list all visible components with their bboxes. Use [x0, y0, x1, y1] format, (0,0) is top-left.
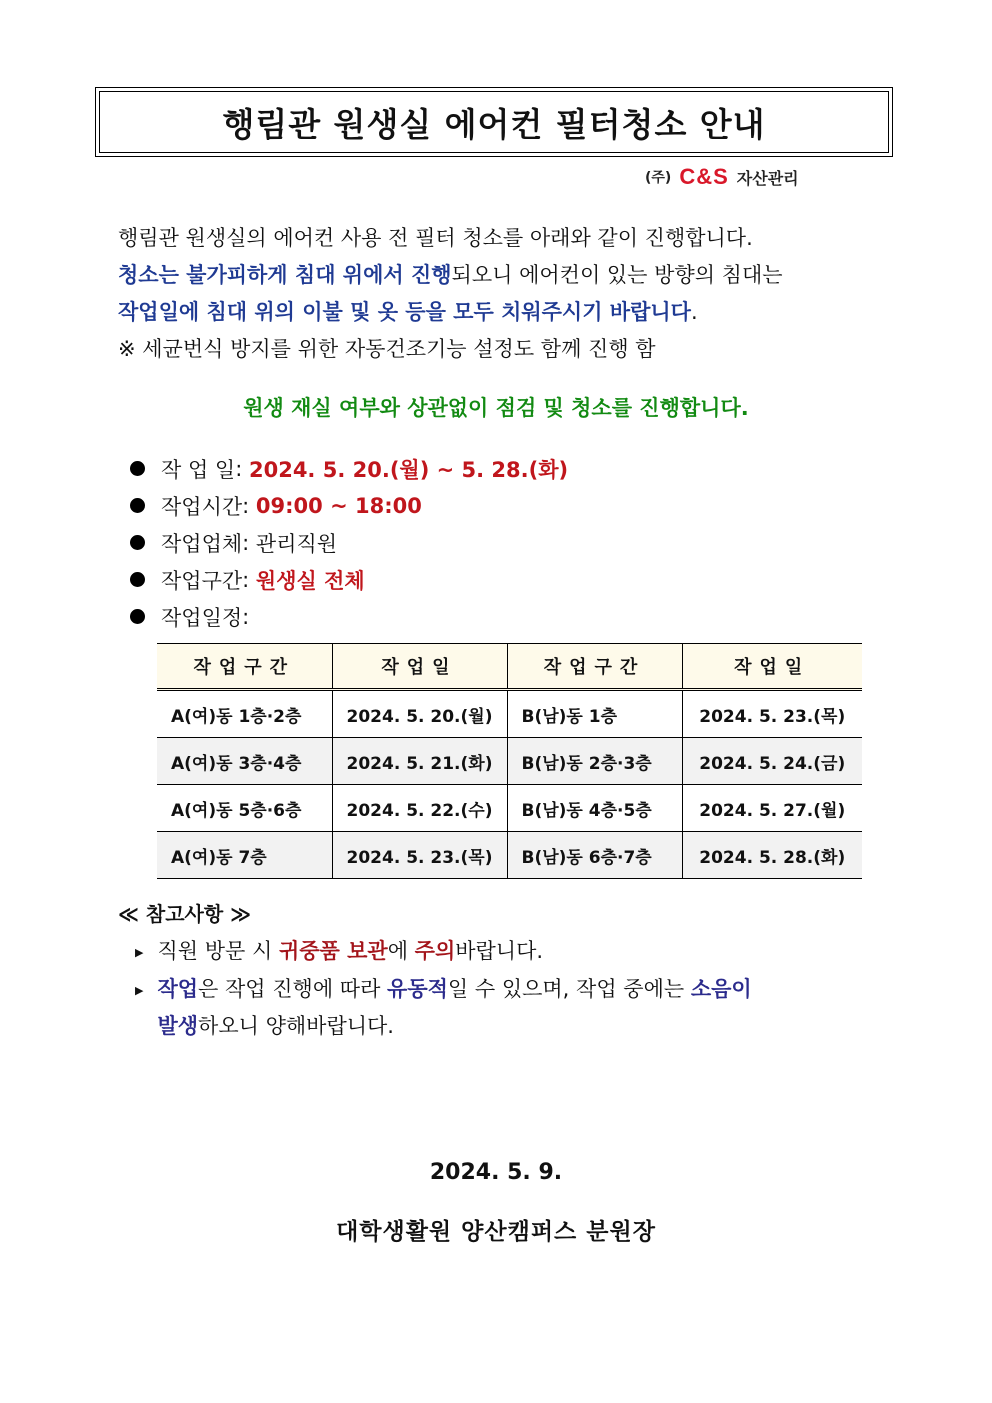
date-cell: 2024. 5. 27.(월) — [682, 785, 862, 832]
logo-prefix: (주) — [645, 170, 672, 186]
date-cell: 2024. 5. 23.(목) — [682, 690, 862, 738]
intro-line-2-emphasis: 청소는 불가피하게 침대 위에서 진행 — [118, 263, 452, 287]
detail-value: 09:00 ~ 18:00 — [255, 493, 422, 518]
detail-work-schedule: 작업일정 : — [130, 598, 568, 635]
bullet-icon — [130, 461, 145, 476]
zone-cell: B(남)동 2층·3층 — [507, 738, 682, 785]
schedule-table — [157, 643, 862, 879]
table-row — [157, 738, 862, 785]
intro-line-4: ※ 세균번식 방지를 위한 자동건조기능 설정도 함께 진행 함 — [118, 337, 656, 361]
title-inner-border — [99, 91, 889, 153]
logo-suffix: 자산관리 — [736, 168, 799, 188]
logo-brand: C&S — [679, 164, 729, 189]
detail-label: 작 업 일 — [161, 457, 236, 482]
date-cell: 2024. 5. 20.(월) — [332, 690, 507, 738]
company-logo — [645, 165, 799, 189]
zone-cell: A(여)동 5층·6층 — [157, 785, 332, 832]
detail-label: 작업일정 — [161, 605, 243, 630]
zone-cell: A(여)동 7층 — [157, 832, 332, 879]
notes-title: ≪ 참고사항 ≫ — [118, 902, 252, 926]
triangle-bullet-icon: ▶ — [135, 946, 144, 959]
details-list — [130, 450, 568, 635]
detail-work-date: 작 업 일 : 2024. 5. 20.(월) ~ 5. 28.(화) — [130, 450, 568, 487]
zone-cell: B(남)동 4층·5층 — [507, 785, 682, 832]
zone-cell: A(여)동 3층·4층 — [157, 738, 332, 785]
header-date-b: 작업일 — [682, 644, 862, 690]
header-zone-b: 작업구간 — [507, 644, 682, 690]
table-row — [157, 785, 862, 832]
date-cell: 2024. 5. 22.(수) — [332, 785, 507, 832]
date-cell: 2024. 5. 23.(목) — [332, 832, 507, 879]
table-row — [157, 690, 862, 738]
intro-line-3 — [118, 294, 878, 331]
zone-cell: A(여)동 1층·2층 — [157, 690, 332, 738]
detail-label: 작업업체 — [161, 531, 243, 556]
highlight-notice: 원생 재실 여부와 상관없이 점검 및 청소를 진행합니다. — [243, 396, 749, 420]
zone-cell: B(남)동 6층·7층 — [507, 832, 682, 879]
detail-value: 2024. 5. 20.(월) ~ 5. 28.(화) — [248, 457, 569, 482]
detail-contractor: 작업업체 : 관리직원 — [130, 524, 568, 561]
detail-label: 작업시간 — [161, 494, 243, 519]
table-row — [157, 832, 862, 879]
date-cell: 2024. 5. 28.(화) — [682, 832, 862, 879]
detail-label: 작업구간 — [161, 568, 243, 593]
intro-line-1: 행림관 원생실의 에어컨 사용 전 필터 청소를 아래와 같이 진행합니다. — [118, 226, 753, 250]
issue-date: 2024. 5. 9. — [429, 1160, 563, 1185]
detail-work-time: 작업시간 : 09:00 ~ 18:00 — [130, 487, 568, 524]
bullet-icon — [130, 609, 145, 624]
intro-line-3-rest: . — [690, 300, 698, 324]
detail-value: 원생실 전체 — [255, 568, 365, 593]
bullet-icon — [130, 572, 145, 587]
triangle-bullet-icon: ▶ — [135, 984, 144, 997]
intro-line-3-emphasis: 작업일에 침대 위의 이불 및 옷 등을 모두 치워주시기 바랍니다 — [118, 300, 691, 324]
bullet-icon — [130, 535, 145, 550]
table-header-row — [157, 644, 862, 690]
intro-line-2 — [118, 257, 878, 294]
bullet-icon — [130, 498, 145, 513]
issuer-org: 대학생활원 양산캠퍼스 분원장 — [336, 1219, 656, 1245]
detail-value: 관리직원 — [255, 531, 338, 556]
date-cell: 2024. 5. 24.(금) — [682, 738, 862, 785]
date-cell: 2024. 5. 21.(화) — [332, 738, 507, 785]
note-1: ▶ 직원 방문 시 귀중품 보관에 주의바랍니다. — [135, 933, 855, 971]
document-title: 행림관 원생실 에어컨 필터청소 안내 — [222, 104, 766, 144]
note-2: ▶ 작업은 작업 진행에 따라 유동적일 수 있으며, 작업 중에는 소음이 발생하오니 양해바랍니다. — [135, 971, 855, 1045]
zone-cell: B(남)동 1층 — [507, 690, 682, 738]
header-date-a: 작업일 — [332, 644, 507, 690]
intro-line-2-rest: 되오니 에어컨이 있는 방향의 침대는 — [451, 263, 783, 287]
title-box — [95, 87, 893, 157]
header-zone-a: 작업구간 — [157, 644, 332, 690]
detail-work-area: 작업구간 : 원생실 전체 — [130, 561, 568, 598]
